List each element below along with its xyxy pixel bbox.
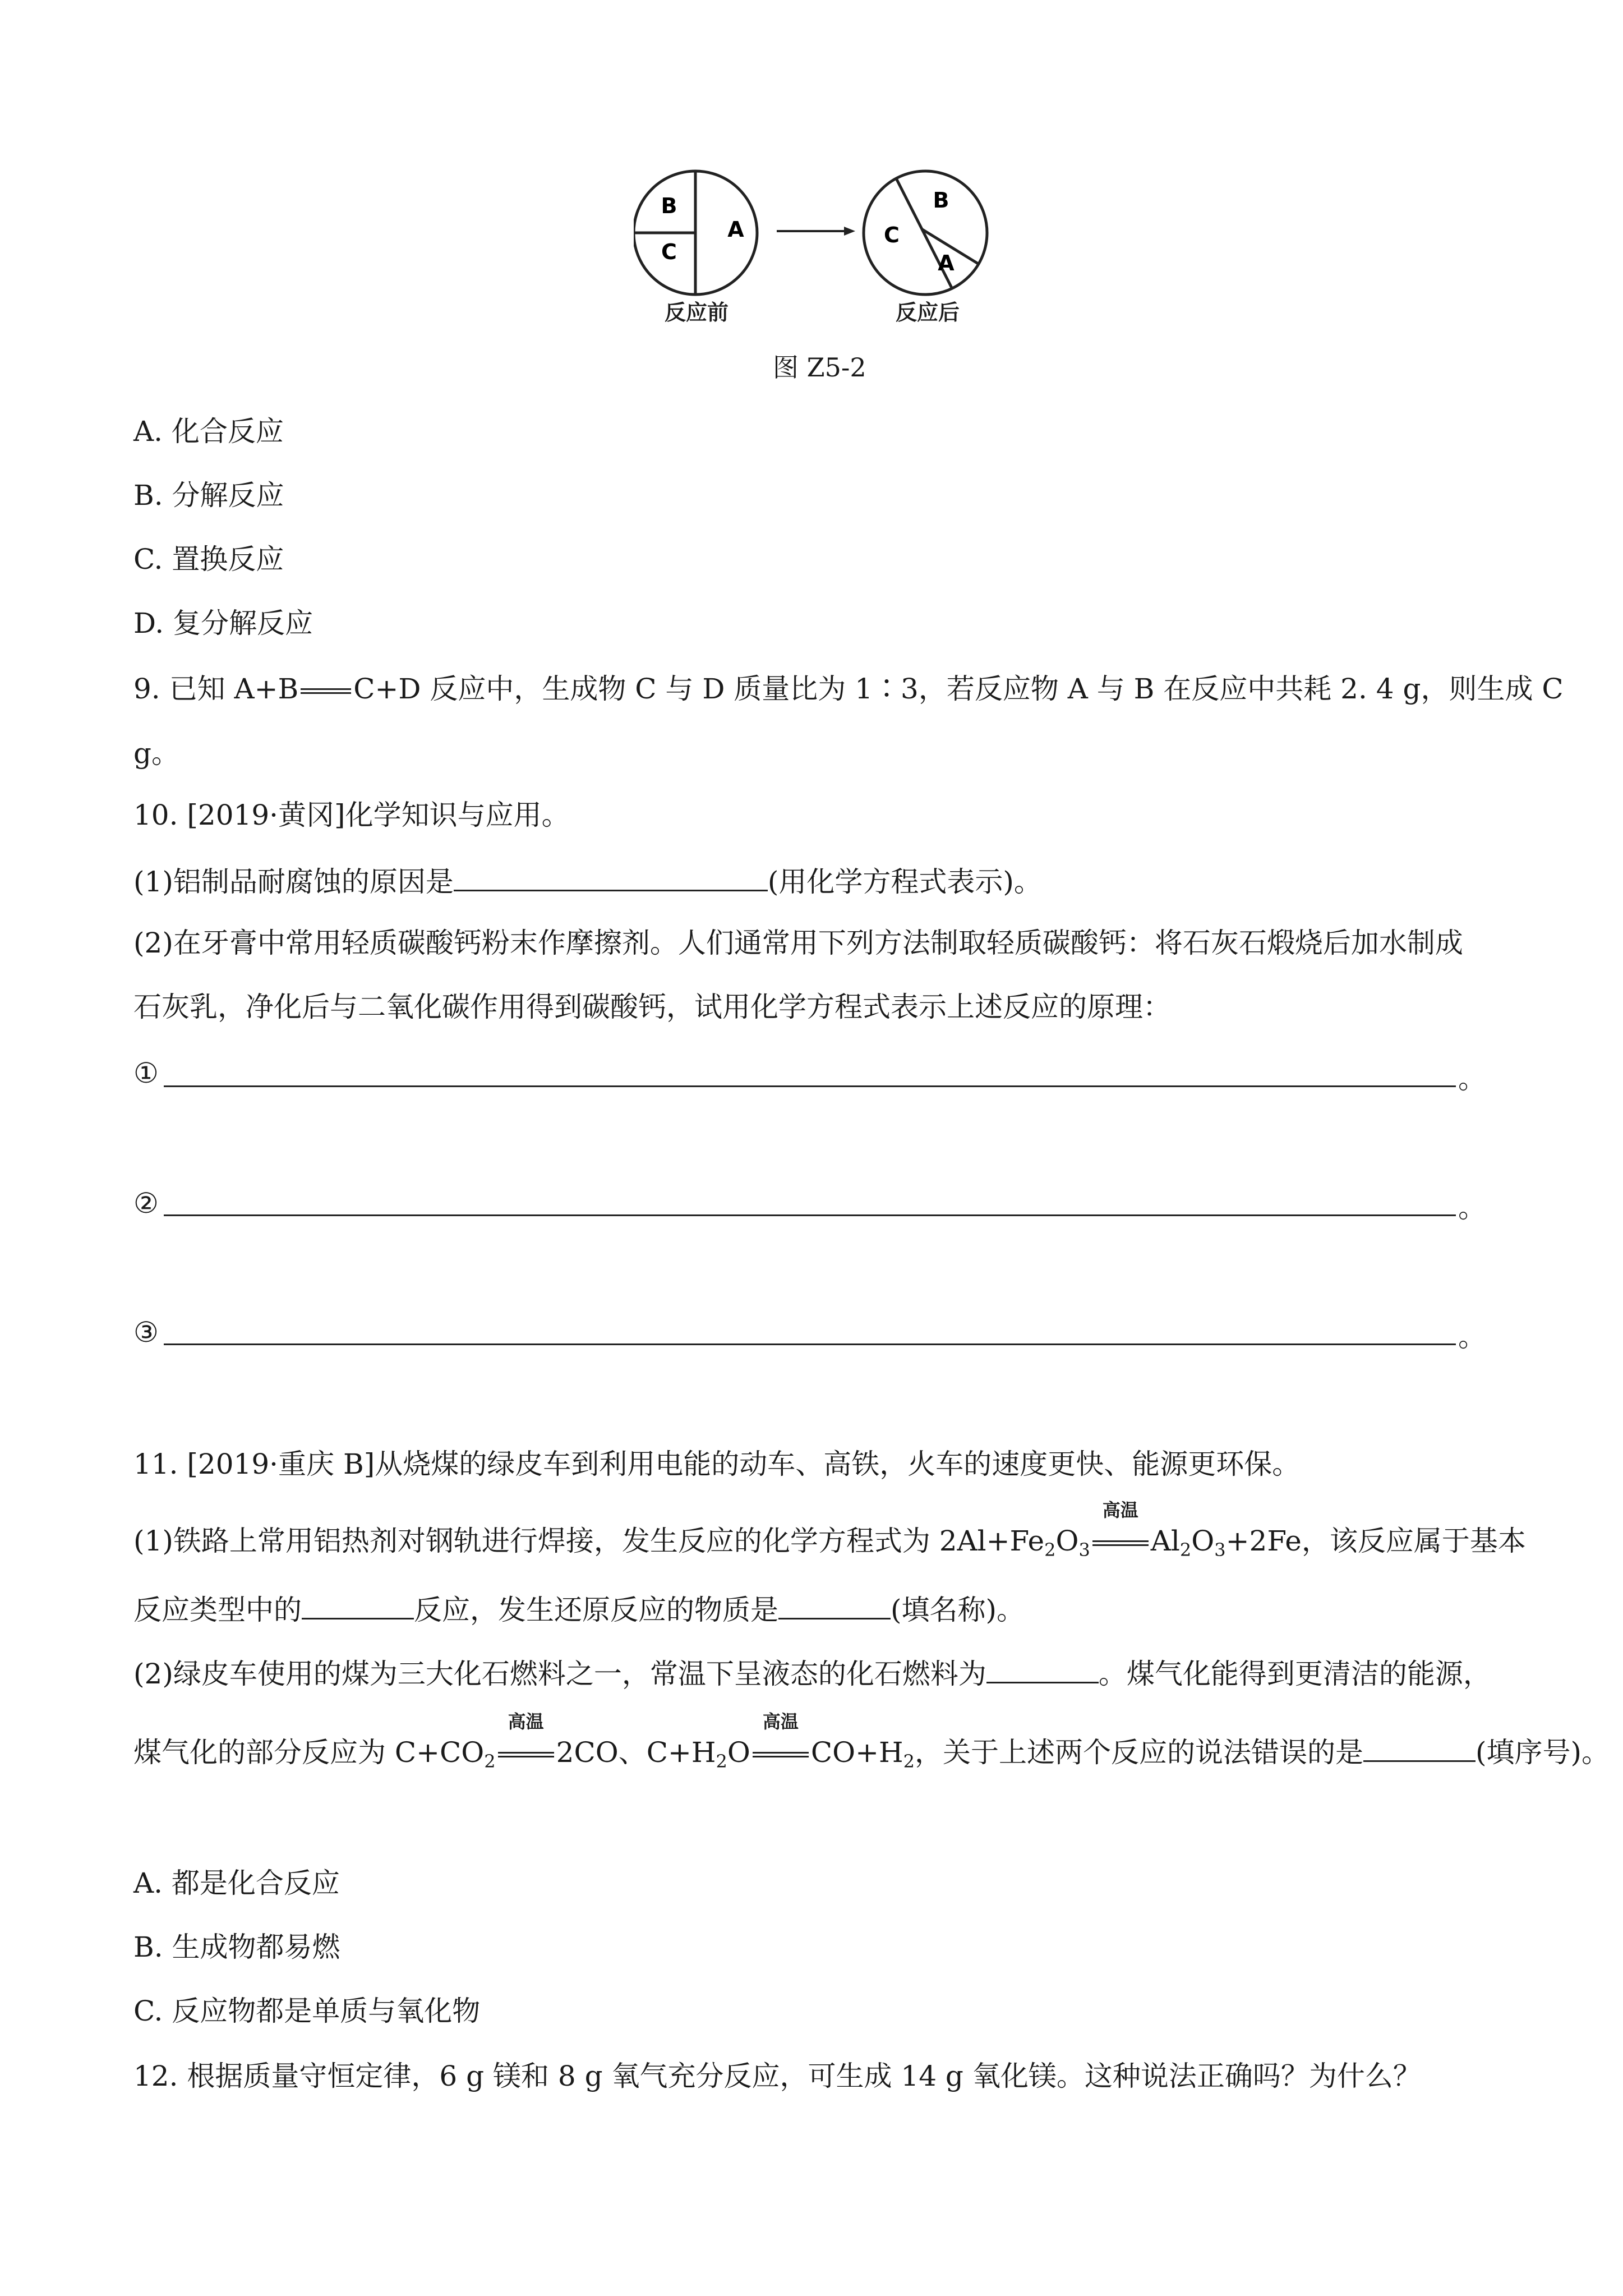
q10-item-1-answer-line[interactable] [164, 1085, 1456, 1087]
q11-part1-text-b: Al [1150, 1525, 1180, 1557]
q11-reduced-substance-blank[interactable] [778, 1592, 891, 1619]
figure-caption: 图 Z5-2 [773, 352, 866, 383]
figure-label-before: 反应前 [665, 300, 729, 325]
q10-item-3-end: 。 [1458, 1320, 1486, 1353]
q10-part1-answer-blank[interactable] [454, 864, 768, 891]
q9-line2: g。 [133, 737, 180, 770]
q10-item-2-end: 。 [1458, 1191, 1486, 1224]
q11-part2-line2: 煤气化的部分反应为 $C+CO_2$ 高温 2CO、$C+H_2O$ 高温 $CO+H_2$，关于上述两个反应的说法错误的是 (填序号)。 [133, 1711, 1610, 1772]
q8-option-d: D. 复分解反应 [133, 607, 313, 639]
q11-liquid-fuel-blank[interactable] [986, 1656, 1099, 1683]
q10-title: 10. [2019·黄冈]化学知识与应用。 [133, 799, 570, 831]
q10-part1 [133, 864, 1042, 896]
q11-title: 11. [2019·重庆 B]从烧煤的绿皮车到利用电能的动车、高铁，火车的速度更快、能源更环保。 [133, 1448, 1301, 1480]
q12-question: 12. 根据质量守恒定律，6 g 镁和 8 g 氧气充分反应，可生成 14 g 氧化镁。这种说法正确吗？为什么？ [133, 2060, 1421, 2092]
q11-part2-line1: (2)绿皮车使用的煤为三大化石燃料之一，常温下呈液态的化石燃料为 。煤气化能得到更清洁的能源， [133, 1656, 1491, 1688]
q10-item-2-marker: ② [133, 1187, 159, 1220]
pie-after-label-a: A [938, 251, 955, 275]
figure-label-after: 反应后 [896, 300, 960, 325]
q11-option-b: B. 生成物都易燃 [133, 1931, 340, 1963]
q10-item-3-marker: ③ [133, 1316, 159, 1349]
q11-part1-text-a: (1)铁路上常用铝热剂对钢轨进行焊接，发生反应的化学方程式为 2Al+Fe [133, 1525, 1045, 1557]
q10-item-3-answer-line[interactable] [164, 1343, 1456, 1345]
q9-prefix: 9. 已知 A+B [133, 673, 299, 705]
pie-after [864, 171, 987, 295]
pie-before-label-b: B [661, 194, 677, 218]
q10-item-1-end: 。 [1458, 1062, 1486, 1095]
q9-question [133, 675, 1564, 703]
q10-item-2-answer-line[interactable] [164, 1214, 1456, 1216]
q10-part2-line1: (2)在牙膏中常用轻质碳酸钙粉末作摩擦剂。人们通常用下列方法制取轻质碳酸钙：将石灰石煅烧后加水制成 [133, 927, 1463, 959]
q11-option-c: C. 反应物都是单质与氧化物 [133, 1995, 481, 2027]
pie-after-label-c: C [884, 223, 900, 247]
reaction-condition-symbol-1: 高温 [496, 1738, 556, 1766]
q11-part1-line2: 反应类型中的 反应，发生还原反应的物质是 (填名称)。 [133, 1592, 1025, 1624]
q10-part1-suffix: (用化学方程式表示)。 [767, 866, 1042, 898]
pie-after-label-b: B [933, 188, 949, 213]
pie-before-label-a: A [727, 217, 744, 242]
pie-before-label-c: C [661, 240, 677, 264]
q10-item-1-marker: ① [133, 1057, 159, 1089]
q9-suffix: C+D 反应中，生成物 C 与 D 质量比为 1∶3，若反应物 A 与 B 在反应中共耗 2. 4 g，则生成 C [353, 673, 1564, 705]
q8-option-a: A. 化合反应 [133, 415, 284, 448]
q10-part1-prefix: (1)铝制品耐腐蚀的原因是 [133, 866, 454, 898]
q11-part1-text-c: +2Fe，该反应属于基本 [1225, 1525, 1526, 1557]
q11-wrong-statement-blank[interactable] [1363, 1734, 1476, 1762]
q11-reaction-type-blank[interactable] [302, 1592, 414, 1619]
q11-part1-line1: (1)铁路上常用铝热剂对钢轨进行焊接，发生反应的化学方程式为 $2Al+Fe_2O_3$ 高温 $Al_2O_3+2Fe$，该反应属于基本 [133, 1499, 1526, 1561]
q8-option-c: C. 置换反应 [133, 543, 284, 576]
q8-option-b: B. 分解反应 [133, 479, 284, 512]
q10-part2-line2: 石灰乳，净化后与二氧化碳作用得到碳酸钙，试用化学方程式表示上述反应的原理： [133, 991, 1171, 1023]
reaction-condition-symbol-2: 高温 [750, 1738, 811, 1766]
pie-before [634, 171, 757, 295]
reaction-arrow-icon [777, 227, 855, 236]
reaction-condition-symbol: 高温 [1090, 1527, 1151, 1555]
q11-option-a: A. 都是化合反应 [133, 1867, 340, 1899]
equals-symbol-icon [301, 688, 351, 694]
